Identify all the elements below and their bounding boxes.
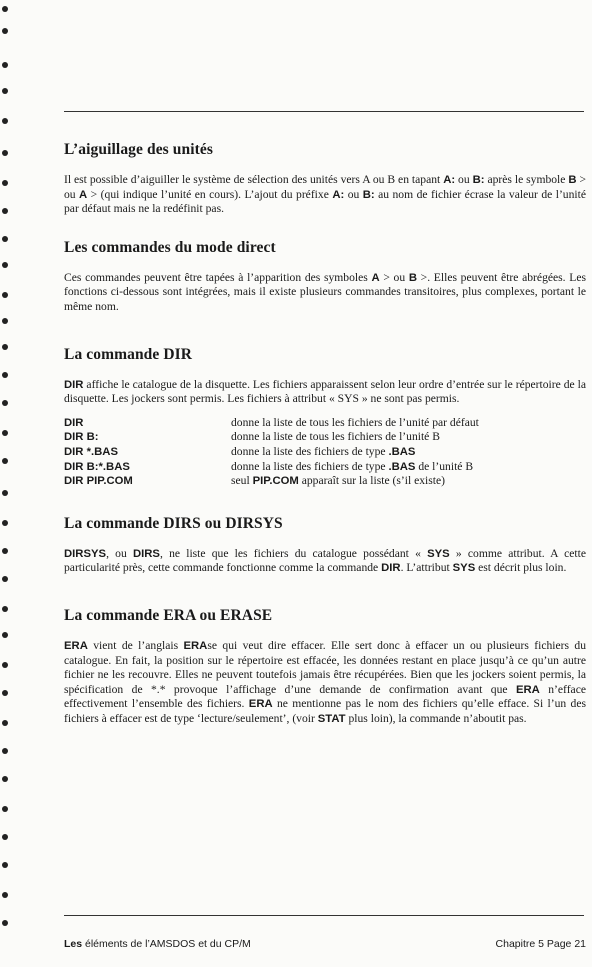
list-item [64, 445, 586, 460]
section-aiguillage [64, 141, 586, 217]
list-item [64, 474, 586, 489]
command-description: donne la liste des fichiers de type .BAS [231, 444, 416, 458]
list-item [64, 460, 586, 475]
command-description: donne la liste des fichiers de type .BAS de l’unité B [231, 459, 474, 473]
page-content [64, 141, 586, 726]
section-title-era: La commande ERA ou ERASE [64, 606, 273, 624]
bottom-rule [64, 915, 584, 916]
command-name: DIR [64, 416, 84, 429]
command-description: donne la liste de tous les fichiers de l’unité B [231, 430, 440, 444]
command-name: DIR B:*.BAS [64, 460, 130, 473]
paragraph-era: ERA vient de l’anglais ERAse qui veut dire effacer. Elle sert donc à effacer un ou plusieurs fichiers du catalogue. En fait, la position sur le répertoire est effacée, les données restant en place jusqu’à ce qu’un autre fichier ne les recouvre. Elles ne peuvent toutefois jamais être récupérées. Bien que les jockers soient permis, la spécification de *.* provoque l’affichage d’une demande de confirmation avant que ERA n’efface effectivement l’ensemble des fichiers. ERA ne mentionne pas le nom des fichiers qu’elle efface. Si l’un des fichiers à effacer est de type ‘lecture/seulement’, (voir STAT plus loin), la commande n’aboutit pas. [64, 638, 586, 725]
paragraph-aiguillage: Il est possible d’aiguiller le système de sélection des unités vers A ou B en tapant A: ou B: après le symbole B > ou A > (qui indique l’unité en cours). L’ajout du préfixe A: ou B: au nom de fichier écrase la valeur de l’unité par défaut mais ne la redéfinit pas. [64, 173, 587, 216]
page-number: Chapitre 5 Page 21 [495, 938, 586, 950]
paragraph-dir: DIR affiche le catalogue de la disquette. Les fichiers apparaissent selon leur ordre d’entrée sur le répertoire de la disquette. Les jockers sont permis. Les fichiers à attribut « SYS » ne sont pas permis. [64, 377, 586, 406]
page-footer [64, 938, 586, 950]
command-name: DIR PIP.COM [64, 475, 133, 488]
command-description: seul PIP.COM apparaît sur la liste (s’il existe) [231, 474, 445, 488]
list-item [64, 416, 586, 431]
section-title-dirsys: La commande DIRS ou DIRSYS [64, 514, 283, 532]
command-name: DIR *.BAS [64, 445, 118, 458]
dir-command-list [64, 416, 586, 489]
section-title-aiguillage: L’aiguillage des unités [64, 141, 214, 158]
paragraph-mode-direct: Ces commandes peuvent être tapées à l’apparition des symboles A > ou B >. Elles peuvent être abrégées. Les fonctions ci-dessous sont intégrées, mais il existe plusieurs commandes transitoires, plus complexes, portant le même nom. [64, 270, 586, 313]
section-mode-direct [64, 239, 586, 315]
section-title-mode-direct: Les commandes du mode direct [64, 238, 276, 256]
paragraph-dirsys: DIRSYS, ou DIRS, ne liste que les fichiers du catalogue possédant « SYS » comme attribut. A cette particularité près, cette commande fonctionne comme la commande DIR. L’attribut SYS est décrit plus loin. [64, 546, 586, 575]
command-name: DIR B: [64, 431, 99, 444]
section-dir [64, 346, 586, 489]
top-rule [64, 111, 584, 112]
section-title-dir: La commande DIR [64, 345, 193, 363]
binding-holes [0, 0, 14, 967]
footer-title: Les éléments de l’AMSDOS et du CP/M [64, 938, 251, 950]
command-description: donne la liste de tous les fichiers de l’unité par défaut [231, 415, 479, 429]
section-era [64, 607, 586, 727]
section-dirsys [64, 515, 586, 576]
list-item [64, 430, 586, 445]
